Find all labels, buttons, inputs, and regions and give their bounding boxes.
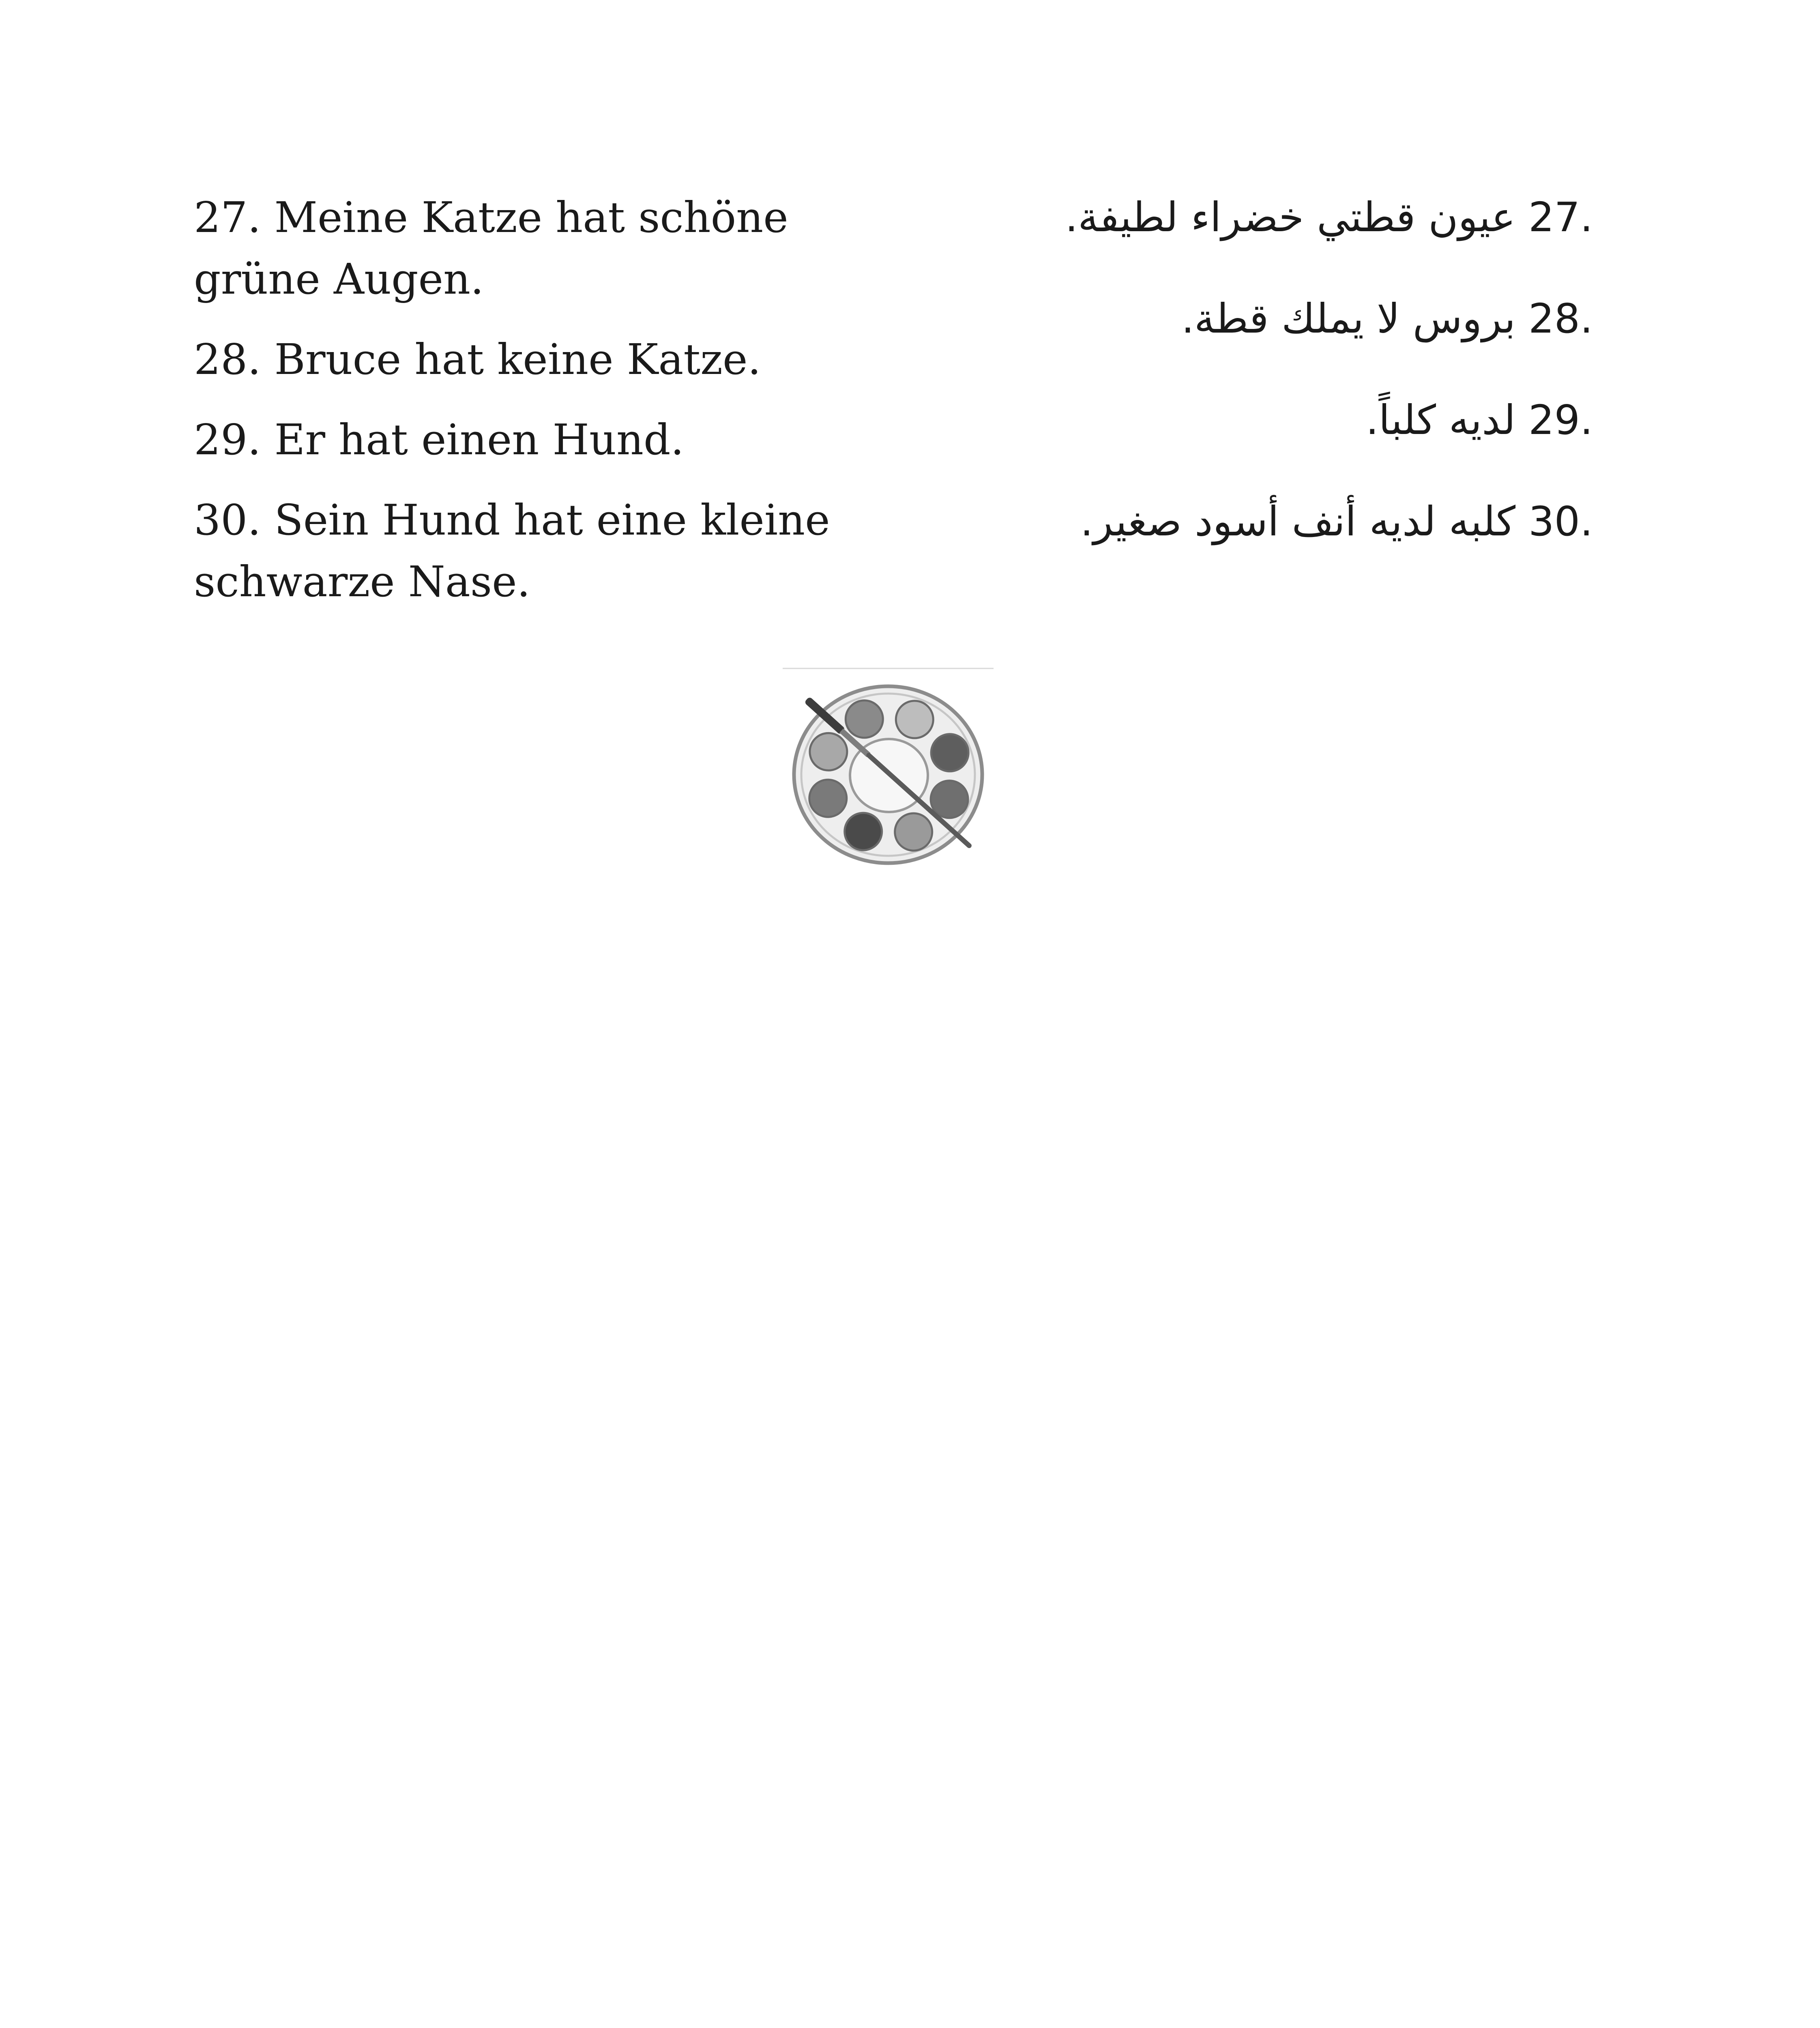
paint-well (896, 701, 933, 738)
arabic-sentence-28: .28 بروس لا يملك قطة. (1181, 295, 1593, 342)
arabic-column (985, 187, 1593, 592)
paint-well (931, 781, 968, 818)
german-sentence-27: 27. Meine Katze hat schöne grüne Augen. (194, 193, 788, 304)
paint-well (809, 780, 847, 817)
german-sentence-29: 29. Er hat einen Hund. (194, 415, 684, 464)
paint-well (895, 813, 932, 851)
paint-well (845, 813, 882, 850)
paint-well (846, 700, 883, 738)
paint-palette-icon (783, 665, 994, 876)
arabic-sentence-29: .29 لديه كلباً. (1365, 396, 1593, 444)
arabic-sentence-27: .27 عيون قطتي خضراء لطيفة. (1065, 193, 1593, 241)
paint-well (931, 734, 968, 771)
arabic-sentence-30: .30 كلبه لديه أنف أسود صغير. (1080, 498, 1593, 545)
german-sentence-28: 28. Bruce hat keine Katze. (194, 335, 761, 384)
german-column (194, 187, 875, 631)
paint-well (810, 733, 847, 770)
german-sentence-30: 30. Sein Hund hat eine kleine schwarze Nase. (194, 495, 830, 606)
